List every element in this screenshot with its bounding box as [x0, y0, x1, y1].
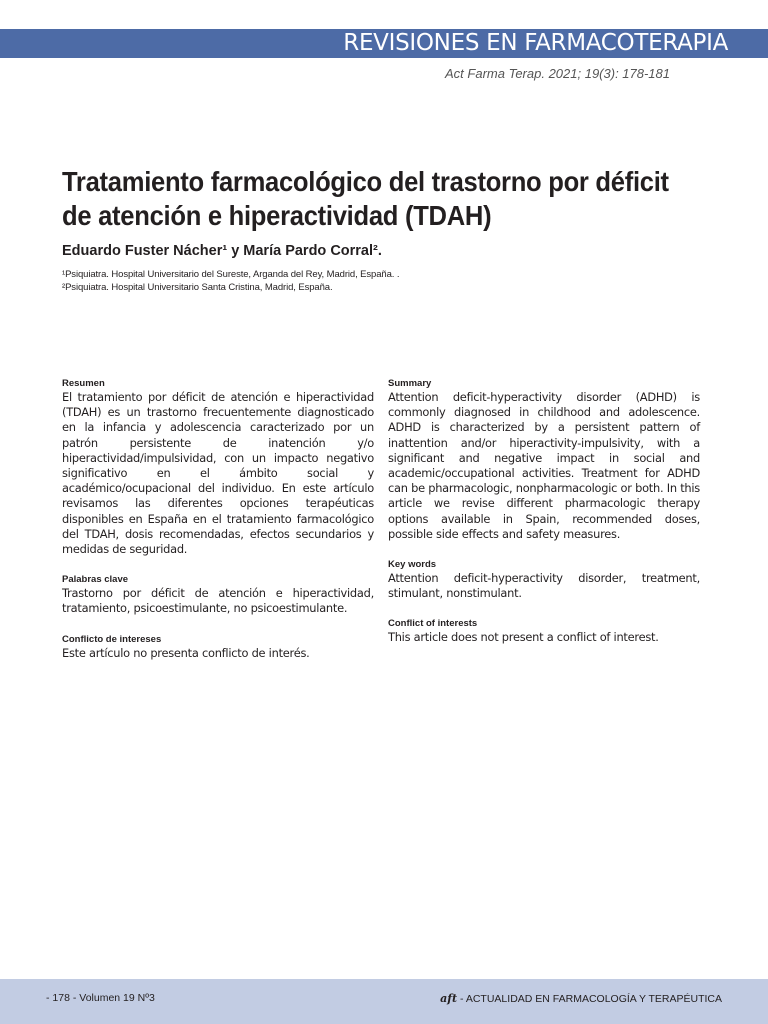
- conflict-block: [388, 618, 700, 645]
- spanish-abstract-column: [62, 378, 374, 678]
- key-words-text: Attention deficit-hyperactivity disorder, treatment, stimulant, nonstimulant.: [388, 571, 700, 601]
- resumen-block: [62, 378, 374, 557]
- key-words-heading: Key words: [388, 559, 437, 571]
- palabras-clave-text: Trastorno por déficit de atención e hiperactividad, tratamiento, psicoestimulante, no psicoestimulante.: [62, 586, 374, 616]
- conflicto-text: Este artículo no presenta conflicto de interés.: [62, 645, 310, 660]
- conflicto-block: [62, 634, 374, 661]
- page-footer: [0, 979, 768, 1024]
- journal-citation: Act Farma Terap. 2021; 19(3): 178-181: [445, 66, 670, 81]
- summary-block: [388, 378, 700, 542]
- conflict-heading: Conflict of interests: [388, 618, 478, 630]
- key-words-block: [388, 559, 700, 601]
- journal-full-name: - ACTUALIDAD EN FARMACOLOGÍA Y TERAPÉUTICA: [457, 993, 722, 1005]
- article-title: Tratamiento farmacológico del trastorno por déficit de atención e hiperactividad (TDAH): [62, 166, 669, 231]
- summary-text: Attention deficit-hyperactivity disorder (ADHD) is commonly diagnosed in childhood and adolescence. ADHD is characterized by a persistent pattern of inattention and/or hiperactivity-impulsivity, with a significant and negative impact in social and academic/occupational activities. Treatment for ADHD can be pharmacologic, nonpharmacologic or both. In this article we revise different pharmacologic therapy options available in Spain, recommended doses, possible side effects and safety measures.: [388, 390, 700, 541]
- conflicto-heading: Conflicto de intereses: [62, 633, 162, 645]
- affiliation-2: ²Psiquiatra. Hospital Universitario Santa Cristina, Madrid, España.: [62, 282, 333, 293]
- section-title: REVISIONES EN FARMACOTERAPIA: [343, 30, 728, 56]
- english-abstract-column: [388, 378, 700, 663]
- palabras-clave-heading: Palabras clave: [62, 574, 129, 586]
- page-number-volume: - 178 - Volumen 19 Nº3: [46, 992, 155, 1004]
- palabras-clave-block: [62, 574, 374, 616]
- resumen-text: El tratamiento por déficit de atención e hiperactividad (TDAH) es un trastorno frecuentemente diagnosticado en la infancia y adolescencia caracterizado por un patrón persistente de inatención y/o hiperactividad/impulsividad, con un impacto negativo significativo en el ámbito social y académico/ocupacional del individuo. En este artículo revisamos las diferentes opciones terapéuticas disponibles en España en el tratamiento farmacológico del TDAH, dosis recomendadas, efectos secundarios y medidas de seguridad.: [62, 390, 374, 557]
- article-authors: Eduardo Fuster Nácher¹ y María Pardo Corral².: [62, 243, 382, 259]
- resumen-heading: Resumen: [62, 378, 105, 389]
- section-header-bar: [0, 29, 768, 58]
- affiliation-1: ¹Psiquiatra. Hospital Universitario del Sureste, Arganda del Rey, Madrid, España. .: [62, 269, 400, 280]
- summary-heading: Summary: [388, 378, 432, 389]
- journal-logo: aft: [440, 992, 458, 1005]
- journal-name: [440, 992, 722, 1005]
- conflict-text: This article does not present a conflict of interest.: [388, 630, 659, 645]
